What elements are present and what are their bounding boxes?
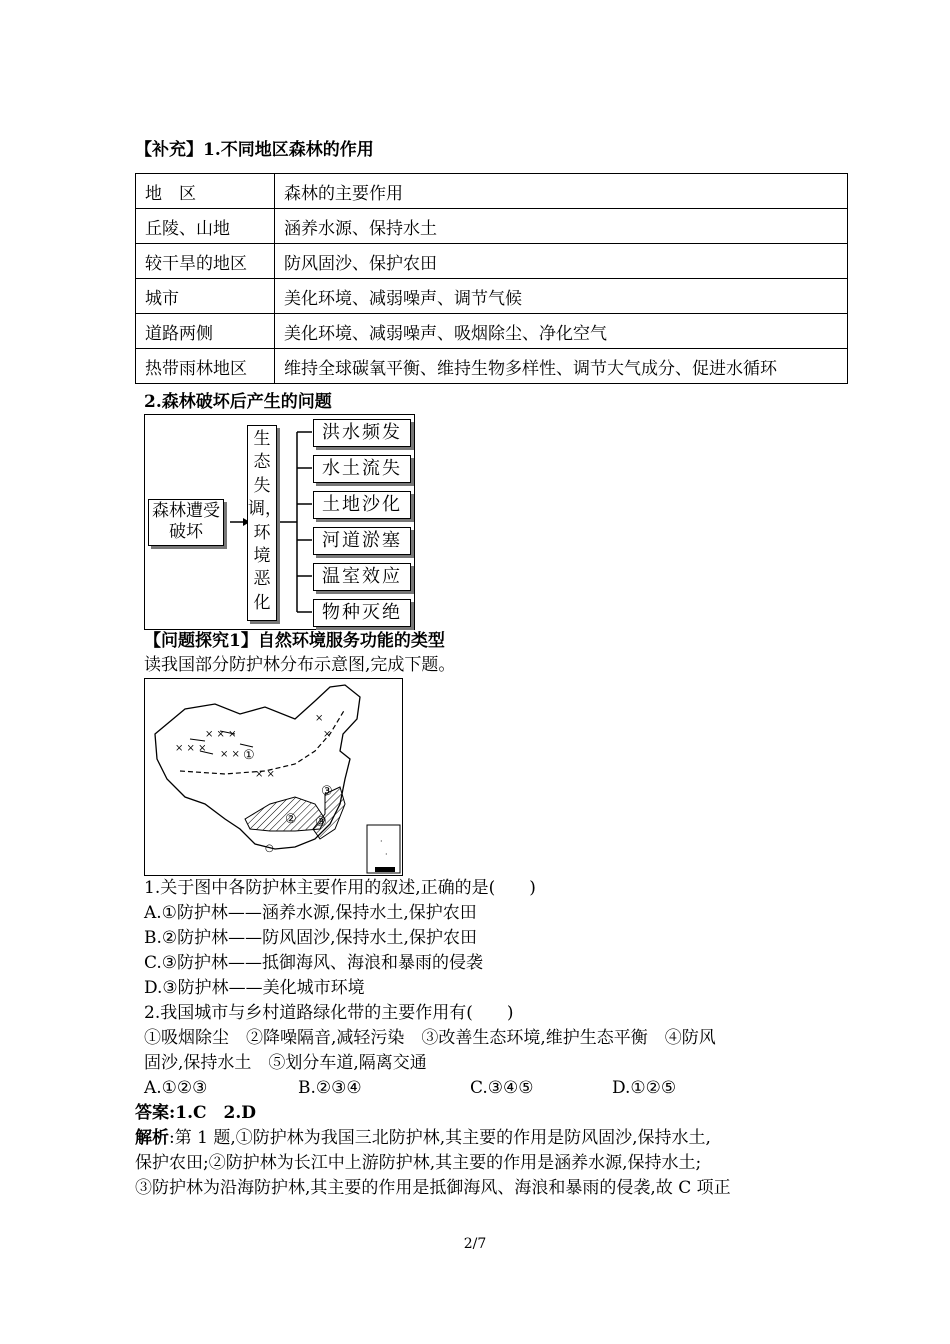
question-option: A.①防护林——涵养水源,保持水土,保护农田 [144,903,477,923]
china-map-figure [145,679,402,875]
answer-label: 答案 [135,1103,169,1123]
svg-text:○: ○ [265,843,274,854]
question-option: A.①②③ [144,1078,208,1098]
svg-text:×: × [323,729,332,740]
map-label: ② [285,812,297,827]
map-label: ① [243,748,255,763]
middle-box: 生态失调，环境恶化 [247,425,277,621]
table-cell-region: 丘陵、山地 [136,209,275,244]
table-cell-role: 美化环境、减弱噪声、吸烟除尘、净化空气 [275,314,848,349]
table-header-cell: 地 区 [136,174,275,209]
analysis-text: ③防护林为沿海防护林,其主要的作用是抵御海风、海浪和暴雨的侵袭,故 C 项正 [135,1178,731,1198]
cause-box: 森林遭受破坏 [148,499,224,546]
analysis-text: 保护农田;②防护林为长江中上游防护林,其主要的作用是涵养水源,保持水土; [135,1153,702,1173]
question-option: C.③防护林——抵御海风、海浪和暴雨的侵袭 [144,953,484,973]
effect-box: 土地沙化 [313,491,411,519]
effect-box: 洪水频发 [313,419,411,447]
answer-value: :1.C 2.D [169,1103,257,1123]
section-heading: 2.森林破坏后产生的问题 [144,392,332,412]
forest-role-table [135,173,848,384]
question-option: D.③防护林——美化城市环境 [144,978,365,998]
svg-text:×: × [315,713,324,724]
table-row [136,279,848,314]
table-cell-role: 美化环境、减弱噪声、调节气候 [275,279,848,314]
question-option: B.②③④ [298,1078,362,1098]
effect-box: 温室效应 [313,563,411,591]
supplement-heading: 【补充】1.不同地区森林的作用 [135,140,374,160]
analysis-label: 解析 [135,1128,169,1148]
table-header-row [136,174,848,209]
inquiry-intro: 读我国部分防护林分布示意图,完成下题。 [144,655,456,675]
question-option: D.①②⑤ [612,1078,677,1098]
svg-text:× ×: × × [220,749,240,760]
table-cell-role: 涵养水源、保持水土 [275,209,848,244]
analysis-line [135,1126,711,1150]
question-items: ①吸烟除尘 ②降噪隔音,减轻污染 ③改善生态环境,维护生态平衡 ④防风 [144,1028,716,1048]
question-items: 固沙,保持水土 ⑤划分车道,隔离交通 [144,1053,427,1073]
table-header-cell: 森林的主要作用 [275,174,848,209]
analysis-text: :第 1 题,①防护林为我国三北防护林,其主要的作用是防风固沙,保持水土, [169,1128,711,1148]
table-cell-region: 热带雨林地区 [136,349,275,384]
effect-box: 河道淤塞 [313,527,411,555]
svg-text:·: · [380,837,383,846]
table-cell-region: 较干旱的地区 [136,244,275,279]
inquiry-heading: 【问题探究1】自然环境服务功能的类型 [144,631,445,651]
question-stem: 2.我国城市与乡村道路绿化带的主要作用有( ) [144,1003,514,1023]
table-cell-region: 城市 [136,279,275,314]
question-stem: 1.关于图中各防护林主要作用的叙述,正确的是( ) [144,878,536,898]
table-row [136,209,848,244]
page-number: 2/7 [463,1236,487,1252]
answer-line [135,1101,256,1125]
svg-text:× × ×: × × × [205,729,237,740]
question-option: B.②防护林——防风固沙,保持水土,保护农田 [144,928,477,948]
table-cell-role: 维持全球碳氧平衡、维持生物多样性、调节大气成分、促进水循环 [275,349,848,384]
question-option: C.③④⑤ [470,1078,534,1098]
forest-destruction-flowchart [144,414,415,630]
table-row [136,349,848,384]
map-label: ③ [315,815,327,830]
effect-box: 水土流失 [313,455,411,483]
table-cell-region: 道路两侧 [136,314,275,349]
svg-text:× ×: × × [255,769,275,780]
shelterbelt-map [144,678,403,876]
table-cell-role: 防风固沙、保护农田 [275,244,848,279]
effect-box: 物种灭绝 [313,599,411,627]
table-row [136,314,848,349]
svg-text:× × ×: × × × [175,743,207,754]
svg-text:·: · [385,850,388,859]
map-label: ③ [321,784,333,799]
table-row [136,244,848,279]
